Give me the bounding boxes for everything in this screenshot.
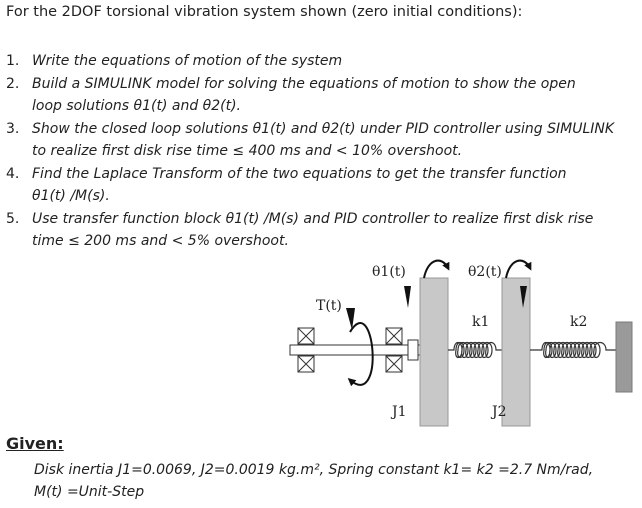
given-line-2: M(t) =Unit-Step bbox=[34, 484, 145, 500]
spring-k1 bbox=[448, 343, 502, 358]
task-item-1 bbox=[6, 50, 638, 73]
j1-label: J1 bbox=[392, 404, 407, 420]
intro-text: For the 2DOF torsional vibration system shown (zero initial conditions): bbox=[6, 4, 523, 20]
task-item-5 bbox=[6, 208, 638, 253]
task-number: 3. bbox=[6, 120, 20, 137]
theta2-arrow bbox=[506, 261, 530, 278]
theta1-label: θ1(t) bbox=[372, 264, 406, 280]
fixed-wall bbox=[616, 322, 632, 392]
shaft bbox=[290, 345, 420, 355]
given-line-1: Disk inertia J1=0.0069, J2=0.0019 kg.m², Spring constant k1= k2 =2.7 Nm/rad, bbox=[34, 462, 594, 478]
k1-label: k1 bbox=[472, 314, 490, 330]
theta1-indicator bbox=[404, 286, 411, 308]
theta2-label: θ2(t) bbox=[468, 264, 502, 280]
k2-label: k2 bbox=[570, 314, 588, 330]
disk-j1 bbox=[420, 278, 448, 426]
task-item-2 bbox=[6, 73, 638, 118]
torsional-system-figure bbox=[280, 250, 640, 430]
task-number: 1. bbox=[6, 53, 20, 69]
task-text: Build a SIMULINK model for solving the equations of motion to show the open bbox=[32, 75, 576, 92]
task-text-continued: θ1(t) /M(s). bbox=[32, 188, 110, 204]
task-text-continued: to realize first disk rise time ≤ 400 ms and < 10% overshoot. bbox=[32, 143, 463, 159]
torque-label: T(t) bbox=[316, 298, 342, 314]
torsional-system-diagram bbox=[280, 250, 640, 430]
task-list bbox=[6, 50, 638, 253]
task-number: 4. bbox=[6, 165, 20, 182]
spring-k2 bbox=[530, 343, 616, 358]
task-text: Use transfer function block θ1(t) /M(s) and PID controller to realize first disk rise bbox=[32, 210, 594, 227]
theta1-arrow bbox=[424, 261, 448, 278]
given-heading: Given: bbox=[6, 434, 64, 453]
task-number: 2. bbox=[6, 75, 20, 92]
shaft-collar bbox=[408, 340, 418, 360]
task-text: Find the Laplace Transform of the two equations to get the transfer function bbox=[32, 165, 567, 182]
task-number: 5. bbox=[6, 210, 20, 227]
task-text: Write the equations of motion of the system bbox=[32, 53, 343, 69]
task-text: Show the closed loop solutions θ1(t) and θ2(t) under PID controller using SIMULINK bbox=[32, 120, 615, 137]
task-item-3 bbox=[6, 118, 638, 163]
task-text-continued: time ≤ 200 ms and < 5% overshoot. bbox=[32, 233, 289, 249]
task-text-continued: loop solutions θ1(t) and θ2(t). bbox=[32, 98, 242, 114]
j2-label: J2 bbox=[492, 404, 507, 420]
given-values bbox=[34, 459, 634, 503]
task-item-4 bbox=[6, 163, 638, 208]
